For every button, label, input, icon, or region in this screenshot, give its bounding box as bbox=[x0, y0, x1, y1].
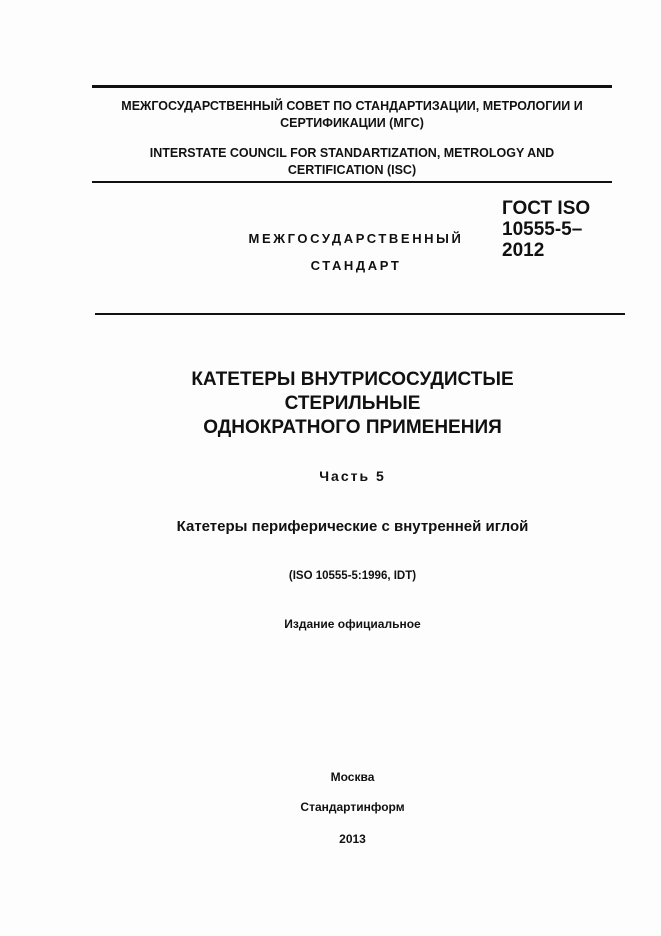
standard-number-line2: 10555-5– bbox=[502, 219, 583, 240]
council-name-en bbox=[92, 145, 612, 179]
standard-number bbox=[502, 198, 622, 261]
standard-label-line2: СТАНДАРТ bbox=[310, 258, 402, 273]
imprint-publisher: Стандартинформ bbox=[300, 800, 405, 814]
council-name-ru-line2: СЕРТИФИКАЦИИ (МГС) bbox=[280, 116, 424, 130]
document-title-line1: КАТЕТЕРЫ ВНУТРИСОСУДИСТЫЕ bbox=[191, 369, 514, 390]
standard-number-line1: ГОСТ ISO bbox=[502, 198, 591, 219]
top-rule bbox=[92, 85, 612, 88]
council-name-ru bbox=[92, 98, 612, 132]
standard-number-line3: 2012 bbox=[502, 240, 545, 261]
standard-label-line1: МЕЖГОСУДАРСТВЕННЫЙ bbox=[248, 231, 464, 246]
imprint-city: Москва bbox=[330, 770, 375, 784]
document-title-line2: СТЕРИЛЬНЫЕ bbox=[284, 393, 421, 414]
document-title-line3: ОДНОКРАТНОГО ПРИМЕНЕНИЯ bbox=[203, 417, 502, 438]
council-name-en-line2: CERTIFICATION (ISC) bbox=[287, 163, 417, 177]
document-title bbox=[60, 368, 645, 440]
part-number: Часть 5 bbox=[319, 468, 386, 484]
middle-rule bbox=[92, 181, 612, 183]
bottom-rule bbox=[95, 313, 625, 315]
edition-note: Издание официальное bbox=[284, 617, 421, 631]
imprint-year: 2013 bbox=[339, 832, 366, 846]
iso-reference: (ISO 10555-5:1996, IDT) bbox=[288, 570, 417, 582]
council-name-ru-line1: МЕЖГОСУДАРСТВЕННЫЙ СОВЕТ ПО СТАНДАРТИЗАЦИИ, МЕТРОЛОГИИ И bbox=[121, 99, 583, 113]
council-name-en-line1: INTERSTATE COUNCIL FOR STANDARTIZATION, METROLOGY AND bbox=[149, 146, 555, 160]
part-title: Катетеры периферические с внутренней иглой bbox=[176, 518, 529, 535]
